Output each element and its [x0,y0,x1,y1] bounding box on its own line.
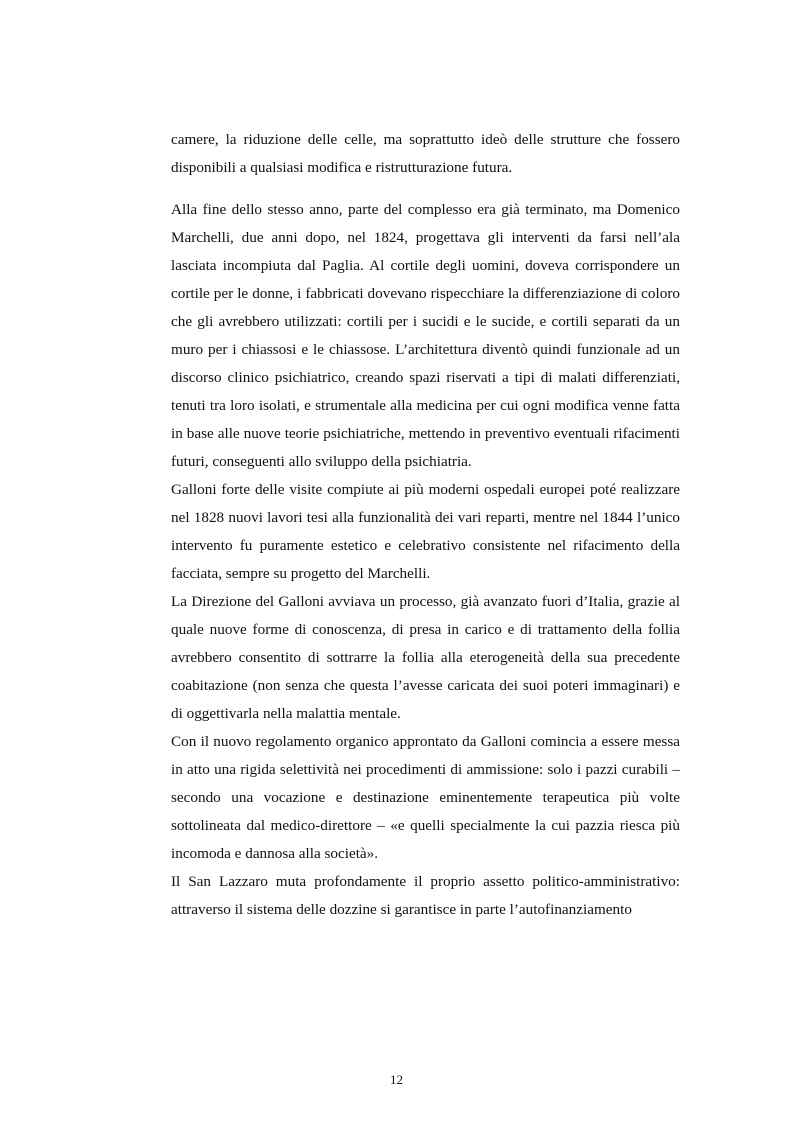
paragraph-6: Il San Lazzaro muta profondamente il proprio assetto politico-amministrativo: attraverso il sistema delle dozzine si garantisce in parte l’autofinanziamento [171,873,680,918]
paragraph-5: Con il nuovo regolamento organico approntato da Galloni comincia a essere messa in atto una rigida selettività nei procedimenti di ammissione: solo i pazzi curabili – secondo una vocazione e destinazione eminentemente terapeutica più volte sottolineata dal medico-direttore – «e quelli specialmente la cui pazzia riesca più incomoda e dannosa alla società». [171,733,680,862]
paragraph-4: La Direzione del Galloni avviava un processo, già avanzato fuori d’Italia, grazie al quale nuove forme di conoscenza, di presa in carico e di trattamento della follia avrebbero consentito di sottrarre la follia alla eterogeneità della sua precedente coabitazione (non senza che questa l’avesse caricata dei suoi poteri immaginari) e di oggettivarla nella malattia mentale. [171,593,680,722]
body-text [171,126,680,924]
paragraph-1: camere, la riduzione delle celle, ma soprattutto ideò delle strutture che fossero disponibili a qualsiasi modifica e ristrutturazione futura. [171,131,680,176]
paragraph-3: Galloni forte delle visite compiute ai più moderni ospedali europei poté realizzare nel 1828 nuovi lavori tesi alla funzionalità dei vari reparti, mentre nel 1844 l’unico intervento fu puramente estetico e celebrativo consistente nel rifacimento della facciata, sempre su progetto del Marchelli. [171,481,680,582]
paragraph-2: Alla fine dello stesso anno, parte del complesso era già terminato, ma Domenico Marchelli, due anni dopo, nel 1824, progettava gli interventi da farsi nell’ala lasciata incompiuta dal Paglia. Al cortile degli uomini, doveva corrispondere un cortile per le donne, i fabbricati dovevano rispecchiare la differenziazione di coloro che gli avrebbero utilizzati: cortili per i sucidi e le sucide, e cortili separati da un muro per i chiassosi e le chiassose. L’architettura diventò quindi funzionale ad un discorso clinico psichiatrico, creando spazi riservati a tipi di malati differenziati, tenuti tra loro isolati, e strumentale alla medicina per cui ogni modifica venne fatta in base alle nuove teorie psichiatriche, mettendo in preventivo eventuali rifacimenti futuri, conseguenti allo sviluppo della psichiatria. [171,201,680,470]
page-number: 12 [390,1072,403,1087]
